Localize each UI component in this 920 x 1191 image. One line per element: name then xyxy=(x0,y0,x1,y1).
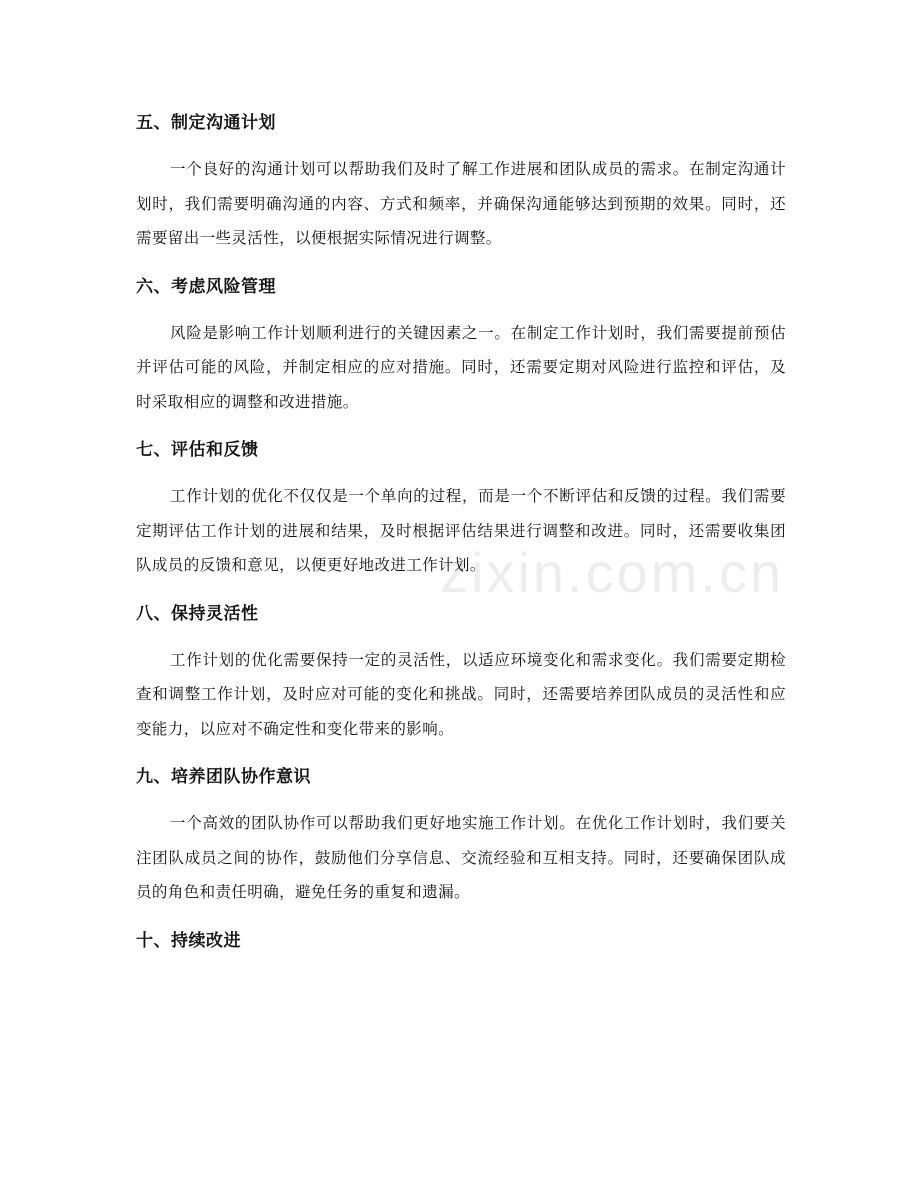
section-body-7: 工作计划的优化不仅仅是一个单向的过程，而是一个不断评估和反馈的过程。我们需要定期评估工作计划的进展和结果，及时根据评估结果进行调整和改进。同时，还需要收集团队成员的反馈和意见，以便更好地改进工作计划。 xyxy=(136,487,786,574)
section-heading-5: 五、制定沟通计划 xyxy=(136,113,276,133)
section-heading-8: 八、保持灵活性 xyxy=(136,603,259,624)
section-body-5: 一个良好的沟通计划可以帮助我们及时了解工作进展和团队成员的需求。在制定沟通计划时，我们需要明确沟通的内容、方式和频率，并确保沟通能够达到预期的效果。同时，还需要留出一些灵活性，以便根据实际情况进行调整。 xyxy=(136,160,786,247)
section-heading-7: 七、评估和反馈 xyxy=(136,440,259,460)
section-heading-6: 六、考虑风险管理 xyxy=(136,276,276,297)
section-body-9: 一个高效的团队协作可以帮助我们更好地实施工作计划。在优化工作计划时，我们要关注团队成员之间的协作，鼓励他们分享信息、交流经验和互相支持。同时，还要确保团队成员的角色和责任明确，避免任务的重复和遗漏。 xyxy=(136,814,786,901)
section-heading-9: 九、培养团队协作意识 xyxy=(136,767,311,787)
watermark: zixin.com.cn xyxy=(440,541,785,604)
section-heading-10: 十、持续改进 xyxy=(136,930,241,951)
document-content xyxy=(136,104,786,960)
section-body-8: 工作计划的优化需要保持一定的灵活性，以适应环境变化和需求变化。我们需要定期检查和调整工作计划，及时应对可能的变化和挑战。同时，还需要培养团队成员的灵活性和应变能力，以应对不确定性和变化带来的影响。 xyxy=(136,650,786,738)
section-body-6: 风险是影响工作计划顺利进行的关键因素之一。在制定工作计划时，我们需要提前预估并评估可能的风险，并制定相应的应对措施。同时，还需要定期对风险进行监控和评估，及时采取相应的调整和改进措施。 xyxy=(136,323,786,411)
